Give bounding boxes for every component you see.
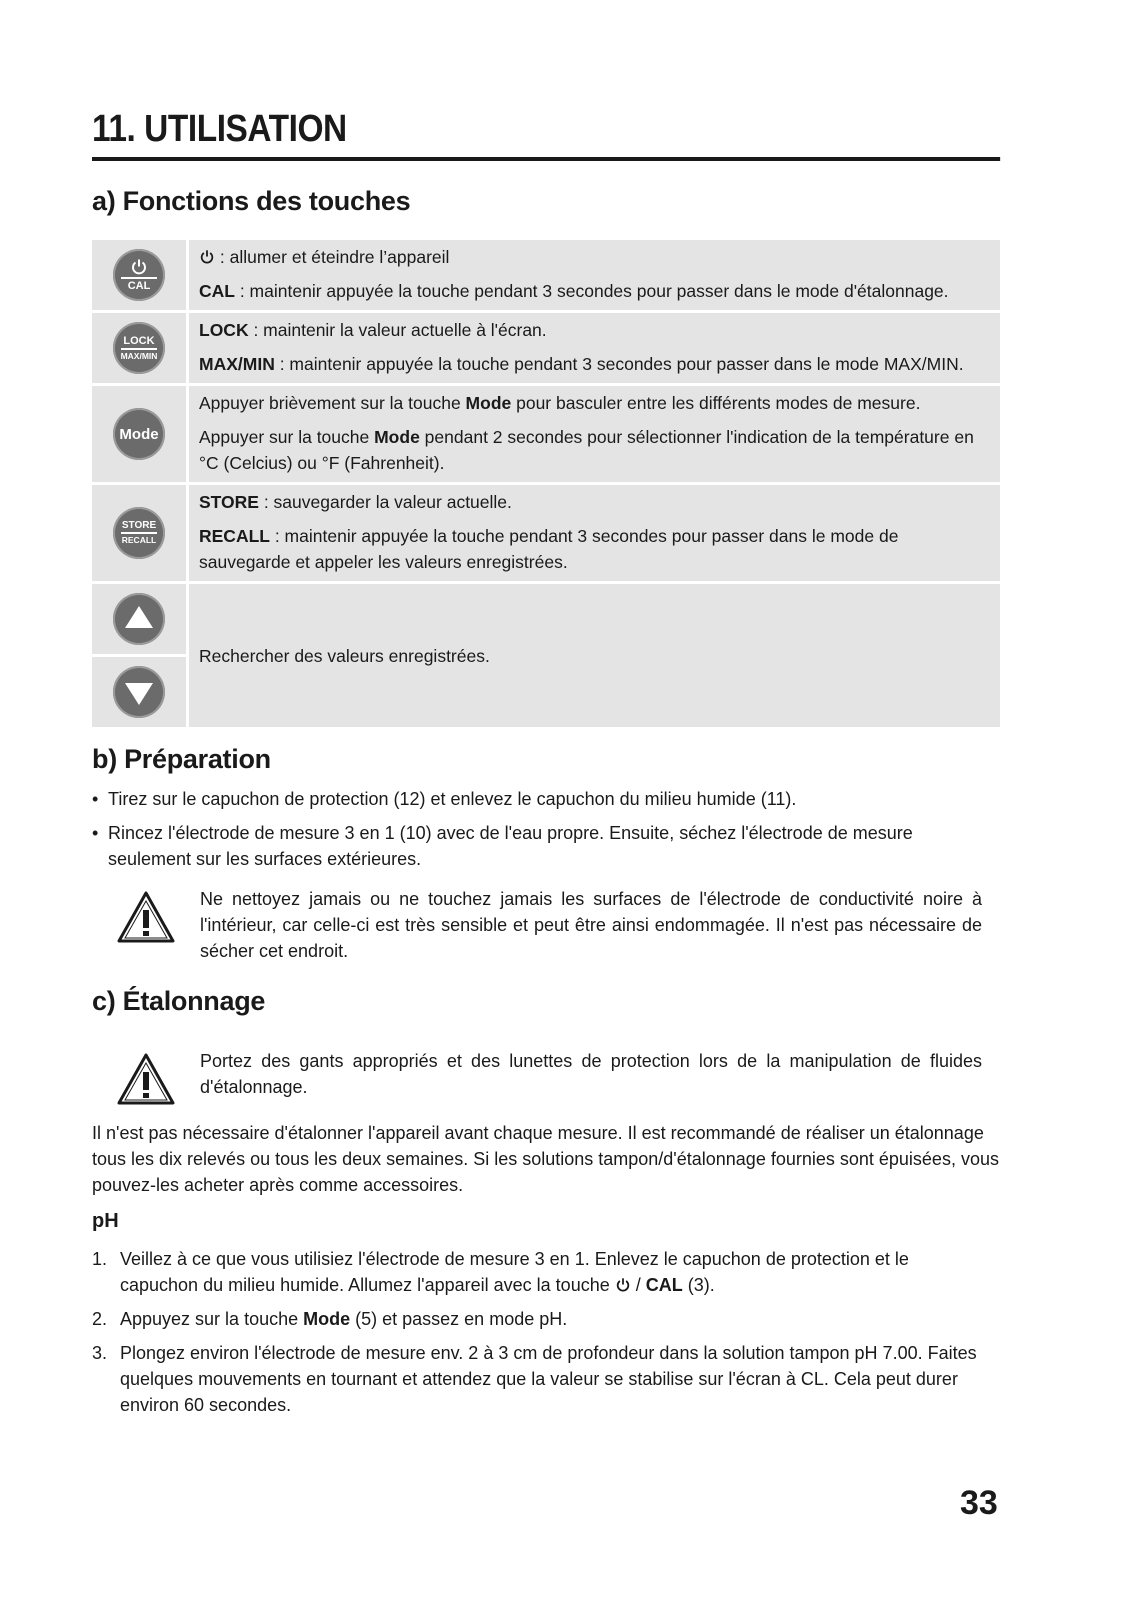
line xyxy=(199,424,990,476)
step-number: 2. xyxy=(92,1309,108,1329)
key-function-table xyxy=(92,240,1000,727)
page-number: 33 xyxy=(960,1484,998,1522)
line-text: Appuyer sur la touche xyxy=(199,427,375,447)
calibration-paragraph: Il n'est pas nécessaire d'étalonner l'appareil avant chaque mesure. Il est recommandé de réaliser un étalonnage tous les dix relevés ou tous les deux semaines. Si les solutions tampon/d'étalonnage fournies sont épuisées, vous pouvez-les acheter après comme accessoires. xyxy=(92,1123,999,1195)
table-row xyxy=(92,584,1000,727)
step-number: 3. xyxy=(92,1343,108,1363)
warning-block xyxy=(92,886,982,964)
list-item xyxy=(92,1340,982,1418)
table-row xyxy=(92,240,1000,310)
mode-label: Mode xyxy=(119,425,159,443)
mode-button-icon xyxy=(113,408,165,460)
step-text: / xyxy=(630,1275,646,1295)
line-text: Appuyer brièvement sur la touche xyxy=(199,393,466,413)
line-text: : sauvegarder la valeur actuelle. xyxy=(258,492,512,512)
list-item: • Rincez l'électrode de mesure 3 en 1 (10) avec de l'eau propre. Ensuite, séchez l'électrode de mesure seulement sur les surfaces extérieures. xyxy=(92,820,982,872)
line-bold: Mode xyxy=(465,393,512,413)
line xyxy=(199,317,990,343)
lock-label: LOCK xyxy=(123,335,155,348)
step-text: (3). xyxy=(682,1275,715,1295)
line xyxy=(199,351,990,377)
line-text: : maintenir la valeur actuelle à l'écran. xyxy=(248,320,547,340)
step-bold: Mode xyxy=(303,1309,351,1329)
line-text: : maintenir appuyée la touche pendant 3 secondes pour passer dans le mode de sauvegarde et appeler les valeurs enregistrées. xyxy=(199,526,899,572)
power-icon xyxy=(130,258,148,276)
icon-cell xyxy=(92,313,186,383)
list-item xyxy=(92,1246,982,1298)
store-label: STORE xyxy=(121,520,157,532)
line-bold: CAL xyxy=(199,281,235,301)
section-a-title: a) Fonctions des touches xyxy=(92,186,411,216)
text-cell xyxy=(189,240,1000,310)
line-text: : maintenir appuyée la touche pendant 3 secondes pour passer dans le mode d'étalonnage. xyxy=(234,281,949,301)
icon-cell xyxy=(92,240,186,310)
warning-block xyxy=(92,1048,982,1106)
cal-label: CAL xyxy=(127,279,151,292)
line-bold: STORE xyxy=(199,492,259,512)
list-item: • Tirez sur le capuchon de protection (12) et enlevez le capuchon du milieu humide (11). xyxy=(92,786,982,812)
line-text: : allumer et éteindre l’appareil xyxy=(219,247,450,267)
ph-steps xyxy=(92,1246,982,1426)
line-bold: Mode xyxy=(374,427,420,447)
icon-cell xyxy=(92,657,186,727)
icon-cell xyxy=(92,386,186,482)
table-row xyxy=(92,313,1000,383)
warning-icon xyxy=(92,886,200,964)
power-icon xyxy=(199,249,215,265)
line xyxy=(199,244,990,270)
icon-cell xyxy=(92,485,186,581)
recall-label: RECALL xyxy=(121,534,157,545)
table-row xyxy=(92,386,1000,482)
step-bold: CAL xyxy=(645,1275,683,1295)
divider xyxy=(121,532,157,534)
step-text: Plongez environ l'électrode de mesure env. 2 à 3 cm de profondeur dans la solution tampon pH 7.00. Faites quelques mouvements en tournant et attendez que la valeur se stabilise sur l'écran à CL. Cela peut durer environ 60 secondes. xyxy=(120,1343,977,1415)
line xyxy=(199,390,990,416)
step-text: (5) et passez en mode pH. xyxy=(350,1309,568,1329)
arrow-down-icon xyxy=(113,666,165,718)
icon-cell xyxy=(92,584,186,654)
line-text: : maintenir appuyée la touche pendant 3 secondes pour passer dans le mode MAX/MIN. xyxy=(274,354,964,374)
divider xyxy=(121,348,157,350)
lock-maxmin-button-icon xyxy=(113,322,165,374)
store-recall-button-icon xyxy=(113,507,165,559)
text-cell xyxy=(189,584,1000,727)
table-row xyxy=(92,485,1000,581)
line-bold: RECALL xyxy=(199,526,270,546)
line xyxy=(199,523,990,575)
bullet-list xyxy=(92,786,982,872)
text-cell xyxy=(189,386,1000,482)
arrow-icons xyxy=(92,584,189,727)
maxmin-label: MAX/MIN xyxy=(120,350,158,361)
list-item xyxy=(92,1306,982,1332)
text-cell xyxy=(189,485,1000,581)
warning-text: Portez des gants appropriés et des lunettes de protection lors de la manipulation de fluides d'étalonnage. xyxy=(200,1051,982,1097)
power-cal-button-icon xyxy=(113,249,165,301)
line-text: pour basculer entre les différents modes de mesure. xyxy=(511,393,921,413)
power-icon xyxy=(615,1277,631,1293)
warning-text: Ne nettoyez jamais ou ne touchez jamais les surfaces de l'électrode de conductivité noire à l'intérieur, car celle-ci est très sensible et peut être ainsi endommagée. Il n'est pas nécessaire de sécher cet endroit. xyxy=(200,889,982,961)
divider xyxy=(121,277,157,279)
step-text: Veillez à ce que vous utilisiez l'électrode de mesure 3 en 1. Enlevez le capuchon de protection et le capuchon du milieu humide. Allumez l'appareil avec la touche xyxy=(120,1249,909,1295)
section-c-title: c) Étalonnage xyxy=(92,986,266,1016)
line-bold: LOCK xyxy=(199,320,249,340)
section-b-title: b) Préparation xyxy=(92,744,271,774)
text-cell xyxy=(189,313,1000,383)
step-text: Appuyez sur la touche xyxy=(120,1309,304,1329)
arrows-text: Rechercher des valeurs enregistrées. xyxy=(199,645,490,666)
line-bold: MAX/MIN xyxy=(199,354,275,374)
line xyxy=(199,489,990,515)
step-number: 1. xyxy=(92,1249,108,1269)
chapter-title: 11. UTILISATION xyxy=(92,108,1000,161)
ph-heading: pH xyxy=(92,1210,119,1232)
section-b-body xyxy=(92,786,982,880)
warning-icon xyxy=(92,1048,200,1106)
line-text: pendant 2 secondes pour sélectionner l'indication de la température en °C (Celcius) ou °F (Fahrenheit). xyxy=(199,427,974,473)
numbered-list xyxy=(92,1246,982,1418)
line xyxy=(199,278,990,304)
arrow-up-icon xyxy=(113,593,165,645)
